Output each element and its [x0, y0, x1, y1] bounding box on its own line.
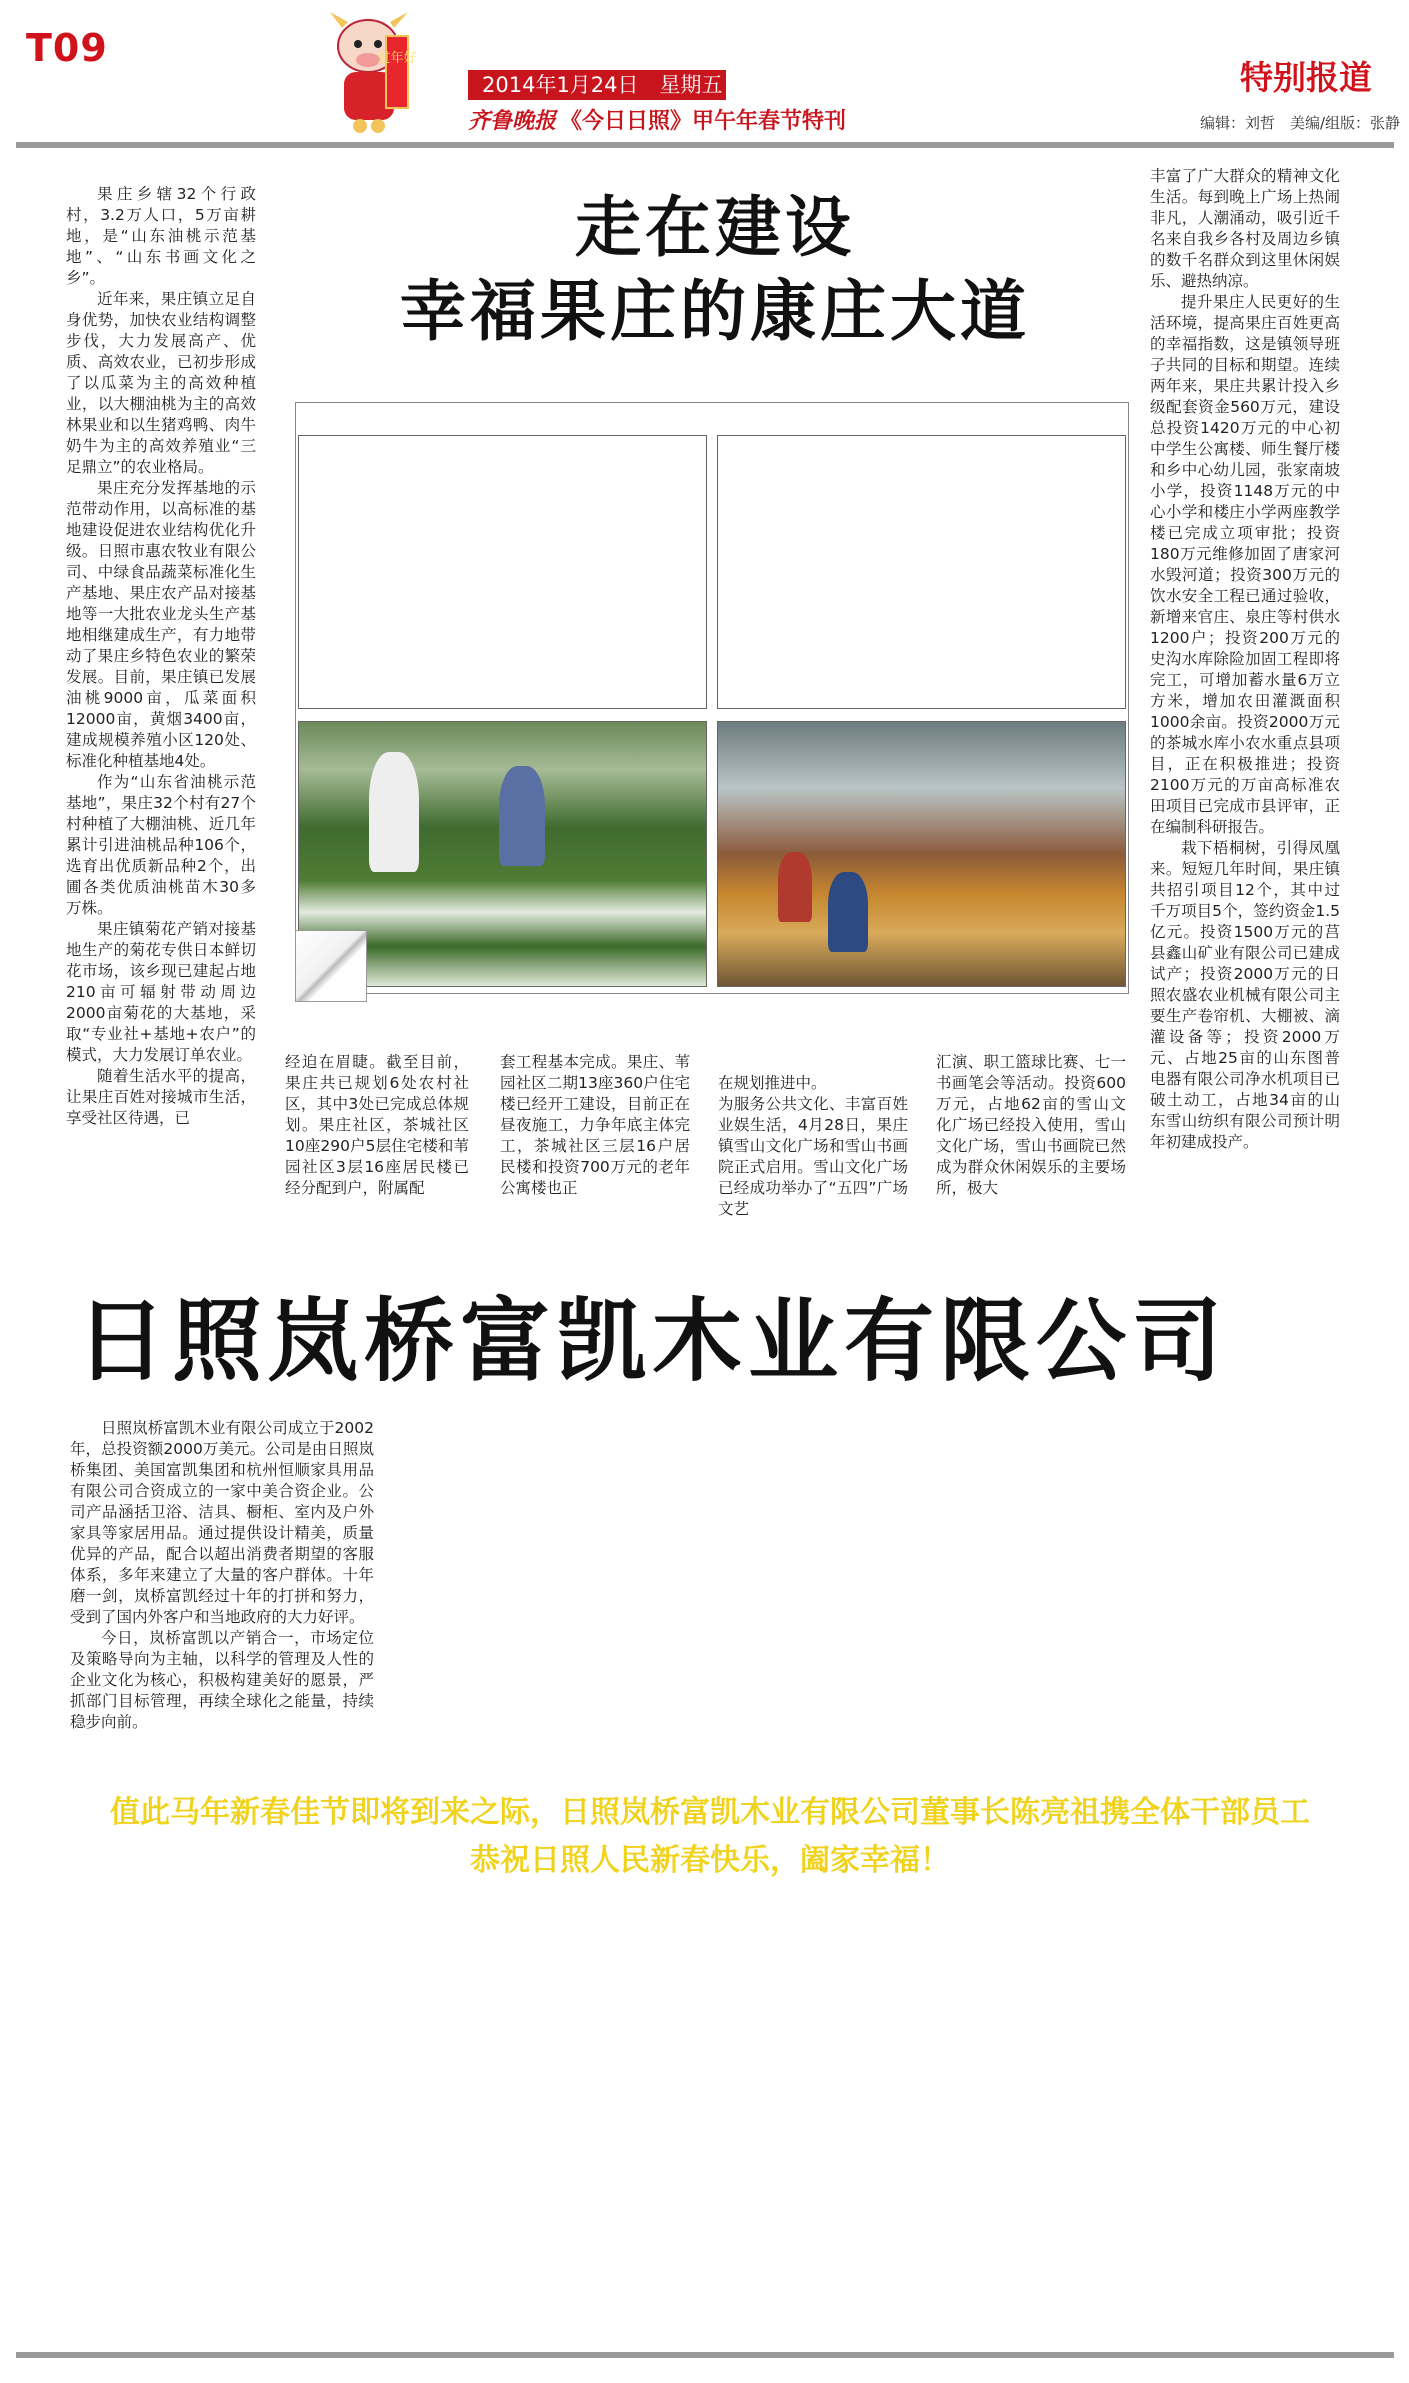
publication-title: 《今日日照》甲午年春节特刊 — [560, 109, 847, 134]
article-column-right — [1150, 166, 1340, 1153]
paragraph: 提升果庄人民更好的生活环境，提高果庄百姓更高的幸福指数，这是镇领导班子共同的目标和期望。连续两年来，果庄共累计投入乡级配套资金560万元，建设总投资1420万元的中心初中学生公寓楼、师生餐厅楼和乡中心幼儿园，张家南坡小学，投资1148万元的中心小学和楼庄小学两座教学楼已完成立项审批；投资180万元维修加固了唐家河水毁河道；投资300万元的饮水安全工程已通过验收，新增来官庄、泉庄等村供水1200户；投资200万元的史沟水库除险加固工程即将完工，可增加蓄水量6万立方米，增加农田灌溉面积1000余亩。投资2000万元的茶城水库小农水重点县项目，正在积极推进；投资2100万元的万亩高标准农田项目已完成市县评审，正在编制科研报告。 — [1150, 293, 1340, 836]
paragraph: 经迫在眉睫。截至目前，果庄共已规划6处农村社区，其中3处已完成总体规划。果庄社区，茶城社区10座290户5层住宅楼和苇园社区3层16座居民楼已经分配到户，附属配 — [285, 1053, 469, 1197]
publication-logo: 齐鲁晚报 — [468, 109, 557, 134]
article-bottom-col-4 — [936, 1052, 1126, 1199]
paragraph: 汇演、职工篮球比赛、七一书画笔会等活动。投资600万元，占地62亩的雪山文化广场已经投入使用，雪山文化广场，雪山书画院已然成为群众休闲娱乐的主要场所，极大 — [936, 1053, 1126, 1197]
paragraph: 栽下梧桐树，引得凤凰来。短短几年时间，果庄镇共招引项目12个，其中过千万项目5个，签约资金1.5亿元。投资1500万元的莒县鑫山矿业有限公司已建成试产；投资2000万元的日照农盛农业机械有限公司主要生产卷帘机、大棚被、滴灌设备等；投资2000万元、占地25亩的山东图普电器有限公司净水机项目已破土动工，占地34亩的山东雪山纺织有限公司预计明年初建成投产。 — [1150, 839, 1340, 1151]
top-rule — [16, 142, 1394, 148]
article-title-line1: 走在建设 — [575, 189, 855, 266]
greeting-line-2: 恭祝日照人民新春快乐，阖家幸福！ — [470, 1843, 950, 1878]
paragraph: 果庄充分发挥基地的示范带动作用，以高标准的基地建设促进农业结构优化升级。日照市惠农牧业有限公司、中绿食品蔬菜标准化生产基地、果庄农产品对接基地等一大批农业龙头生产基地相继建成生产，有力地带动了果庄乡特色农业的繁荣发展。目前，果庄镇已发展油桃9000亩，瓜菜面积12000亩，黄烟3400亩，建成规模养殖小区120处、标准化种植基地4处。 — [66, 479, 256, 770]
paragraph: 果庄乡辖32个行政村，3.2万人口，5万亩耕地，是“山东油桃示范基地”、“山东书画文化之乡”。 — [66, 185, 256, 287]
article-bottom-col-3 — [718, 1052, 908, 1241]
paragraph: 套工程基本完成。果庄、苇园社区二期13座360户住宅楼已经开工建设，目前正在昼夜施工，力争年底主体完工，茶城社区三层16户居民楼和投资700万元的老年公寓楼也正 — [500, 1053, 690, 1197]
company-description — [70, 1418, 374, 1733]
photo-placeholder-left — [298, 435, 707, 709]
article-title-line2: 幸福果庄的康庄大道 — [400, 273, 1030, 350]
paragraph: 近年来，果庄镇立足自身优势，加快农业结构调整步伐，大力发展高产、优质、高效农业，已初步形成了以瓜菜为主的高效种植业，以大棚油桃为主的高效林果业和以生猪鸡鸭、肉牛奶牛为主的高效养殖业“三足鼎立”的农业格局。 — [66, 290, 256, 476]
article-bottom-col-1 — [285, 1052, 469, 1199]
section-title: 特别报道 — [1240, 58, 1372, 97]
editors-credit: 编辑：刘哲 美编/组版：张静 — [1200, 114, 1401, 132]
company-name: 日照岚桥富凯木业有限公司 — [76, 1289, 1228, 1394]
cow-mascot-icon — [320, 6, 430, 136]
paragraph: 日照岚桥富凯木业有限公司成立于2002年，总投资额2000万美元。公司是由日照岚桥集团、美国富凯集团和杭州恒顺家具用品有限公司合资成立的一家中美合资企业。公司产品涵括卫浴、洁具、橱柜、室内及户外家具等家居用品。通过提供设计精美，质量优异的产品，配合以超出消费者期望的客服体系，多年来建立了大量的客户群体。十年磨一剑，岚桥富凯经过十年的打拼和努力，受到了国内外客户和当地政府的大力好评。 — [70, 1419, 374, 1626]
bottom-rule — [16, 2352, 1394, 2358]
greeting-line-1: 值此马年新春佳节即将到来之际，日照岚桥富凯木业有限公司董事长陈亮祖携全体干部员工 — [110, 1795, 1310, 1830]
article-column-left — [66, 184, 256, 1129]
paragraph: 随着生活水平的提高，让果庄百姓对接城市生活，享受社区待遇，已 — [66, 1067, 256, 1127]
photo-placeholder-right — [717, 435, 1126, 709]
article-title — [300, 186, 1130, 354]
page-number: T09 — [26, 26, 108, 70]
fruit-market-photo — [717, 721, 1126, 987]
paragraph: 作为“山东省油桃示范基地”，果庄32个村有27个村种植了大棚油桃、近几年累计引进油桃品种106个，选育出优质新品种2个，出圃各类优质油桃苗木30多万株。 — [66, 773, 256, 917]
page-curl-decoration — [295, 930, 367, 1002]
paragraph: 果庄镇菊花产销对接基地生产的菊花专供日本鲜切花市场，该乡现已建起占地210亩可辐射带动周边2000亩菊花的大基地，采取“专业社+基地+农户”的模式，大力发展订单农业。 — [66, 920, 256, 1064]
article-bottom-col-2 — [500, 1052, 690, 1199]
issue-date: 2014年1月24日 星期五 — [468, 70, 726, 100]
publication-line — [468, 104, 846, 135]
paragraph: 丰富了广大群众的精神文化生活。每到晚上广场上热闹非凡，人潮涌动，吸引近千名来自我乡各村及周边乡镇的数千名群众到这里休闲娱乐、避热纳凉。 — [1150, 167, 1340, 290]
paragraph: 今日，岚桥富凯以产销合一，市场定位及策略导向为主轴，以科学的管理及人性的企业文化为核心，积极构建美好的愿景，严抓部门目标管理，再续全球化之能量，持续稳步向前。 — [70, 1629, 374, 1731]
mascot-banner-text: 过年好 — [377, 51, 417, 66]
paragraph: 在规划推进中。 为服务公共文化、丰富百姓业娱生活，4月28日，果庄镇雪山文化广场和雪山书画院正式启用。雪山文化广场已经成功举办了“五四”广场文艺 — [718, 1074, 908, 1218]
photo-frame — [295, 402, 1129, 994]
